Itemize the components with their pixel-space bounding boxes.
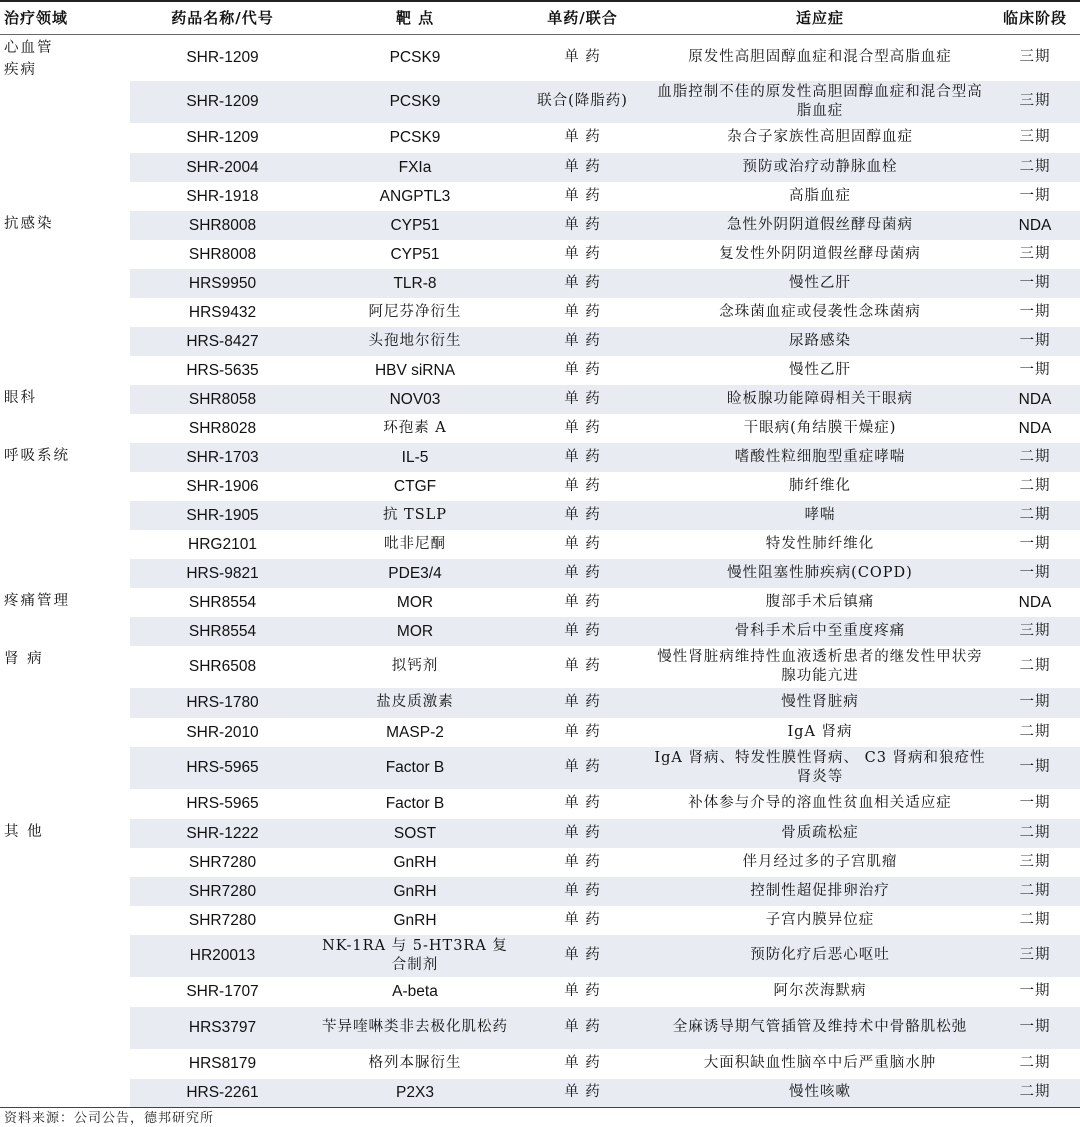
- indication-cell: 复发性外阴阴道假丝酵母菌病: [719, 245, 921, 262]
- table-row: [0, 935, 1080, 977]
- mode-cell: 单 药: [564, 983, 601, 999]
- drug-code-cell: HRS-1780: [130, 688, 315, 718]
- phase-cell: 一期: [1019, 795, 1051, 811]
- mode-cell: 单 药: [564, 658, 601, 674]
- drug-code-cell: HRS9950: [130, 269, 315, 298]
- indication-cell: 大面积缺血性脑卒中后严重脑水肿: [703, 1055, 937, 1071]
- mode-cell: 单 药: [515, 747, 650, 789]
- table-body: [0, 34, 1080, 1108]
- mode-cell: 单 药: [564, 303, 601, 320]
- drug-code-cell: HR20013: [130, 935, 315, 977]
- table-row: [0, 414, 1080, 443]
- drug-code-cell: HRS-5635: [186, 361, 259, 379]
- table-row: [0, 1007, 1080, 1049]
- indication-cell: 慢性咳嗽: [650, 1079, 990, 1108]
- table-row: [0, 472, 1080, 501]
- phase-cell: 一期: [1019, 187, 1051, 204]
- area-cell: 疼痛管理: [4, 592, 70, 609]
- area-cell: [0, 935, 130, 977]
- indication-cell: 原发性高胆固醇血症和混合型高脂血症: [688, 49, 952, 65]
- indication-cell: 控制性超促排卵治疗: [650, 877, 990, 906]
- indication-cell: 慢性肾脏病: [650, 688, 990, 718]
- target-cell: MOR: [396, 593, 434, 611]
- table-row: [0, 501, 1080, 530]
- drug-code-cell: SHR7280: [188, 911, 257, 929]
- indication-cell: 干眼病(角结膜干燥症): [743, 419, 897, 436]
- mode-cell: 单 药: [515, 819, 650, 848]
- area-cell: [0, 414, 130, 443]
- indication-cell: 慢性乙肝: [789, 361, 851, 378]
- indication-cell: 骨科手术后中至重度疼痛: [650, 617, 990, 646]
- table-row: [0, 977, 1080, 1007]
- target-cell: GnRH: [393, 853, 437, 871]
- mode-cell: 单 药: [564, 911, 601, 928]
- mode-cell: 单 药: [515, 688, 650, 718]
- indication-cell: 预防或治疗动静脉血栓: [650, 153, 990, 182]
- area-cell: [0, 123, 130, 153]
- drug-code-cell: SHR8554: [130, 617, 315, 646]
- phase-cell: 一期: [1019, 303, 1051, 320]
- phase-cell: 一期: [990, 747, 1080, 789]
- mode-cell: 单 药: [515, 617, 650, 646]
- phase-cell: NDA: [990, 385, 1080, 414]
- drug-code-cell: HRS8179: [188, 1055, 257, 1072]
- mode-cell: 单 药: [564, 245, 601, 262]
- drug-code-cell: SHR-1906: [186, 477, 259, 495]
- area-cell: [0, 356, 130, 385]
- mode-cell: 单 药: [515, 211, 650, 240]
- drug-code-cell: SHR8058: [130, 385, 315, 414]
- target-cell: GnRH: [393, 911, 437, 929]
- drug-code-cell: SHR-1209: [186, 49, 259, 66]
- indication-cell: 慢性阻塞性肺疾病(COPD): [650, 559, 990, 588]
- indication-cell: 阿尔茨海默病: [773, 983, 867, 999]
- table-row: [0, 789, 1080, 819]
- target-cell: CYP51: [315, 211, 515, 240]
- area-cell: 心血管 疾病: [4, 39, 54, 78]
- mode-cell: 单 药: [564, 129, 601, 145]
- table-row: [0, 385, 1080, 414]
- indication-cell: 特发性肺纤维化: [765, 535, 875, 552]
- table-row: [0, 819, 1080, 848]
- phase-cell: 二期: [1019, 723, 1051, 740]
- indication-cell: 杂合子家族性高胆固醇血症: [727, 129, 913, 145]
- header-code: 药品名称/代号: [171, 9, 274, 28]
- area-cell: [0, 1079, 130, 1108]
- table-row: [0, 327, 1080, 356]
- mode-cell: 单 药: [515, 385, 650, 414]
- drug-code-cell: HRS3797: [130, 1007, 315, 1049]
- target-cell: 吡非尼酮: [384, 535, 446, 552]
- table-row: [0, 906, 1080, 935]
- drug-code-cell: SHR-1209: [186, 129, 259, 146]
- target-cell: NK-1RA 与 5-HT3RA 复合制剂: [315, 935, 515, 977]
- phase-cell: 一期: [1019, 983, 1051, 999]
- mode-cell: 单 药: [515, 327, 650, 356]
- target-cell: 头孢地尔衍生: [315, 327, 515, 356]
- indication-cell: 骨质疏松症: [650, 819, 990, 848]
- mode-cell: 单 药: [564, 1055, 601, 1071]
- table-row: [0, 443, 1080, 472]
- phase-cell: 二期: [990, 153, 1080, 182]
- area-cell: [0, 688, 130, 718]
- target-cell: P2X3: [315, 1079, 515, 1108]
- table-row: [0, 182, 1080, 211]
- area-cell: [0, 153, 130, 182]
- target-cell: PDE3/4: [315, 559, 515, 588]
- area-cell: 眼科: [4, 389, 37, 406]
- area-cell: [0, 977, 130, 1007]
- area-cell: [0, 81, 130, 123]
- table-row: [0, 1049, 1080, 1079]
- phase-cell: NDA: [1018, 593, 1052, 611]
- phase-cell: 一期: [990, 1007, 1080, 1049]
- phase-cell: NDA: [1018, 419, 1052, 437]
- target-cell: Factor B: [315, 747, 515, 789]
- phase-cell: 二期: [990, 819, 1080, 848]
- area-cell: [0, 718, 130, 747]
- target-cell: ANGPTL3: [379, 187, 451, 205]
- drug-code-cell: SHR8008: [130, 211, 315, 240]
- area-cell: [0, 1049, 130, 1079]
- phase-cell: 三期: [990, 935, 1080, 977]
- source-note: 资料来源：公司公告，德邦研究所: [4, 1111, 215, 1126]
- target-cell: GnRH: [315, 877, 515, 906]
- table-row: [0, 617, 1080, 646]
- drug-code-cell: SHR8028: [188, 419, 257, 437]
- drug-code-cell: SHR7280: [130, 877, 315, 906]
- phase-cell: 二期: [1019, 658, 1051, 674]
- indication-cell: 肺纤维化: [789, 477, 851, 494]
- area-cell: 抗感染: [4, 215, 54, 232]
- drug-code-cell: HRS-9821: [130, 559, 315, 588]
- header-phase: 临床阶段: [1002, 9, 1067, 28]
- table-row: [0, 211, 1080, 240]
- drug-code-cell: SHR-1918: [186, 187, 259, 205]
- phase-cell: 一期: [990, 269, 1080, 298]
- table-row: [0, 559, 1080, 588]
- drug-code-cell: SHR-1707: [186, 983, 259, 1000]
- mode-cell: 单 药: [564, 795, 601, 811]
- table-row: [0, 298, 1080, 327]
- area-cell: 肾 病: [4, 650, 44, 667]
- table-row: [0, 747, 1080, 789]
- target-cell: 环孢素 A: [383, 419, 447, 436]
- drug-code-cell: SHR-1209: [130, 81, 315, 123]
- phase-cell: 二期: [1019, 1055, 1051, 1071]
- indication-cell: 预防化疗后恶心呕吐: [650, 935, 990, 977]
- target-cell: PCSK9: [389, 129, 441, 146]
- area-cell: [0, 877, 130, 906]
- target-cell: HBV siRNA: [374, 361, 456, 379]
- phase-cell: 二期: [1019, 911, 1051, 928]
- phase-cell: 二期: [990, 443, 1080, 472]
- area-cell: [0, 530, 130, 559]
- drug-code-cell: HRG2101: [188, 535, 257, 553]
- mode-cell: 单 药: [515, 153, 650, 182]
- table-row: [0, 877, 1080, 906]
- target-cell: CTGF: [393, 477, 437, 495]
- table-row: [0, 81, 1080, 123]
- drug-code-cell: SHR7280: [188, 853, 257, 871]
- indication-cell: 全麻诱导期气管插管及维持术中骨骼肌松弛: [650, 1007, 990, 1049]
- area-cell: [0, 1007, 130, 1049]
- indication-cell: 急性外阴阴道假丝酵母菌病: [650, 211, 990, 240]
- drug-code-cell: SHR-1905: [130, 501, 315, 530]
- area-cell: [0, 472, 130, 501]
- target-cell: IL-5: [315, 443, 515, 472]
- phase-cell: 三期: [990, 81, 1080, 123]
- area-cell: [0, 501, 130, 530]
- mode-cell: 单 药: [515, 501, 650, 530]
- area-cell: [0, 327, 130, 356]
- drug-code-cell: HRS-2261: [130, 1079, 315, 1108]
- indication-cell: 嗜酸性粒细胞型重症哮喘: [650, 443, 990, 472]
- area-cell: [0, 298, 130, 327]
- area-cell: [0, 559, 130, 588]
- table-row: [0, 646, 1080, 688]
- phase-cell: 三期: [1019, 49, 1051, 65]
- indication-cell: 念珠菌血症或侵袭性念珠菌病: [719, 303, 921, 320]
- indication-cell: 慢性乙肝: [650, 269, 990, 298]
- area-cell: [0, 240, 130, 269]
- drug-code-cell: SHR8554: [188, 593, 257, 611]
- mode-cell: 联合(降脂药): [515, 81, 650, 123]
- indication-cell: 高脂血症: [789, 187, 851, 204]
- mode-cell: 单 药: [515, 269, 650, 298]
- phase-cell: 二期: [1019, 477, 1051, 494]
- mode-cell: 单 药: [515, 877, 650, 906]
- header-target: 靶 点: [395, 9, 435, 28]
- mode-cell: 单 药: [564, 419, 601, 436]
- indication-cell: 哮喘: [650, 501, 990, 530]
- drug-code-cell: HRS-5965: [186, 795, 259, 812]
- indication-cell: 补体参与介导的溶血性贫血相关适应症: [688, 795, 952, 811]
- table-row: [0, 356, 1080, 385]
- table-row: [0, 688, 1080, 718]
- table-row: [0, 153, 1080, 182]
- target-cell: Factor B: [385, 795, 445, 812]
- area-cell: [0, 269, 130, 298]
- header-area: 治疗领域: [4, 9, 69, 28]
- area-cell: 其 他: [4, 823, 44, 840]
- table-row: [0, 718, 1080, 747]
- indication-cell: 子宫内膜异位症: [765, 911, 875, 928]
- target-cell: FXIa: [315, 153, 515, 182]
- table-row: [0, 530, 1080, 559]
- target-cell: TLR-8: [315, 269, 515, 298]
- phase-cell: 三期: [990, 617, 1080, 646]
- table-row: [0, 848, 1080, 877]
- target-cell: MASP-2: [386, 723, 444, 741]
- mode-cell: 单 药: [564, 49, 601, 65]
- mode-cell: 单 药: [515, 1079, 650, 1108]
- area-cell: [0, 617, 130, 646]
- area-cell: [0, 789, 130, 819]
- drug-code-cell: HRS-8427: [130, 327, 315, 356]
- target-cell: SOST: [315, 819, 515, 848]
- target-cell: 阿尼芬净衍生: [368, 303, 462, 320]
- phase-cell: 二期: [990, 501, 1080, 530]
- phase-cell: 一期: [1019, 535, 1051, 552]
- area-cell: [0, 848, 130, 877]
- phase-cell: 三期: [1019, 129, 1051, 145]
- mode-cell: 单 药: [564, 477, 601, 494]
- drug-code-cell: HRS-5965: [130, 747, 315, 789]
- target-cell: CYP51: [390, 245, 440, 263]
- indication-cell: 尿路感染: [650, 327, 990, 356]
- drug-code-cell: HRS9432: [188, 303, 257, 321]
- mode-cell: 单 药: [564, 723, 601, 740]
- target-cell: 抗 TSLP: [315, 501, 515, 530]
- drug-code-cell: SHR-2004: [130, 153, 315, 182]
- area-cell: [0, 906, 130, 935]
- mode-cell: 单 药: [515, 935, 650, 977]
- mode-cell: 单 药: [564, 361, 601, 378]
- indication-cell: IgA 肾病: [787, 723, 853, 740]
- area-cell: [0, 747, 130, 789]
- indication-cell: 伴月经过多的子宫肌瘤: [742, 853, 898, 870]
- phase-cell: 一期: [1019, 361, 1051, 378]
- indication-cell: 睑板腺功能障碍相关干眼病: [650, 385, 990, 414]
- target-cell: 拟钙剂: [391, 658, 439, 674]
- table-row: [0, 588, 1080, 617]
- mode-cell: 单 药: [515, 1007, 650, 1049]
- indication-cell: 血脂控制不佳的原发性高胆固醇血症和混合型高脂血症: [650, 81, 990, 123]
- phase-cell: NDA: [990, 211, 1080, 240]
- target-cell: NOV03: [315, 385, 515, 414]
- table-row: [0, 240, 1080, 269]
- phase-cell: 三期: [1019, 853, 1051, 870]
- indication-cell: 腹部手术后镇痛: [765, 593, 875, 610]
- mode-cell: 单 药: [564, 593, 601, 610]
- phase-cell: 一期: [990, 559, 1080, 588]
- drug-code-cell: SHR-2010: [186, 723, 259, 741]
- table-row: [0, 34, 1080, 81]
- indication-cell: 慢性肾脏病维持性血液透析患者的继发性甲状旁腺功能亢进: [657, 648, 983, 684]
- target-cell: 苄异喹啉类非去极化肌松药: [315, 1007, 515, 1049]
- drug-code-cell: SHR-1703: [130, 443, 315, 472]
- target-cell: A-beta: [392, 983, 438, 1000]
- mode-cell: 单 药: [515, 559, 650, 588]
- area-cell: [0, 182, 130, 211]
- mode-cell: 单 药: [564, 187, 601, 204]
- table-row: [0, 1079, 1080, 1108]
- mode-cell: 单 药: [564, 535, 601, 552]
- target-cell: 格列本脲衍生: [368, 1055, 462, 1071]
- table-header: [0, 1, 1080, 34]
- mode-cell: 单 药: [564, 853, 601, 870]
- phase-cell: 二期: [990, 1079, 1080, 1108]
- table-row: [0, 269, 1080, 298]
- header-mode: 单药/联合: [547, 9, 618, 28]
- phase-cell: 一期: [990, 327, 1080, 356]
- target-cell: PCSK9: [315, 81, 515, 123]
- mode-cell: 单 药: [515, 443, 650, 472]
- drug-code-cell: SHR-1222: [130, 819, 315, 848]
- drug-code-cell: SHR8008: [188, 245, 257, 263]
- phase-cell: 三期: [1019, 245, 1051, 262]
- target-cell: 盐皮质激素: [315, 688, 515, 718]
- phase-cell: 二期: [990, 877, 1080, 906]
- target-cell: MOR: [315, 617, 515, 646]
- header-indication: 适应症: [795, 9, 844, 28]
- area-cell: 呼吸系统: [4, 447, 70, 464]
- target-cell: PCSK9: [389, 49, 441, 66]
- table-row: [0, 123, 1080, 153]
- indication-cell: IgA 肾病、特发性膜性肾病、 C3 肾病和狼疮性肾炎等: [650, 747, 990, 789]
- drug-code-cell: SHR6508: [188, 658, 257, 675]
- phase-cell: 一期: [990, 688, 1080, 718]
